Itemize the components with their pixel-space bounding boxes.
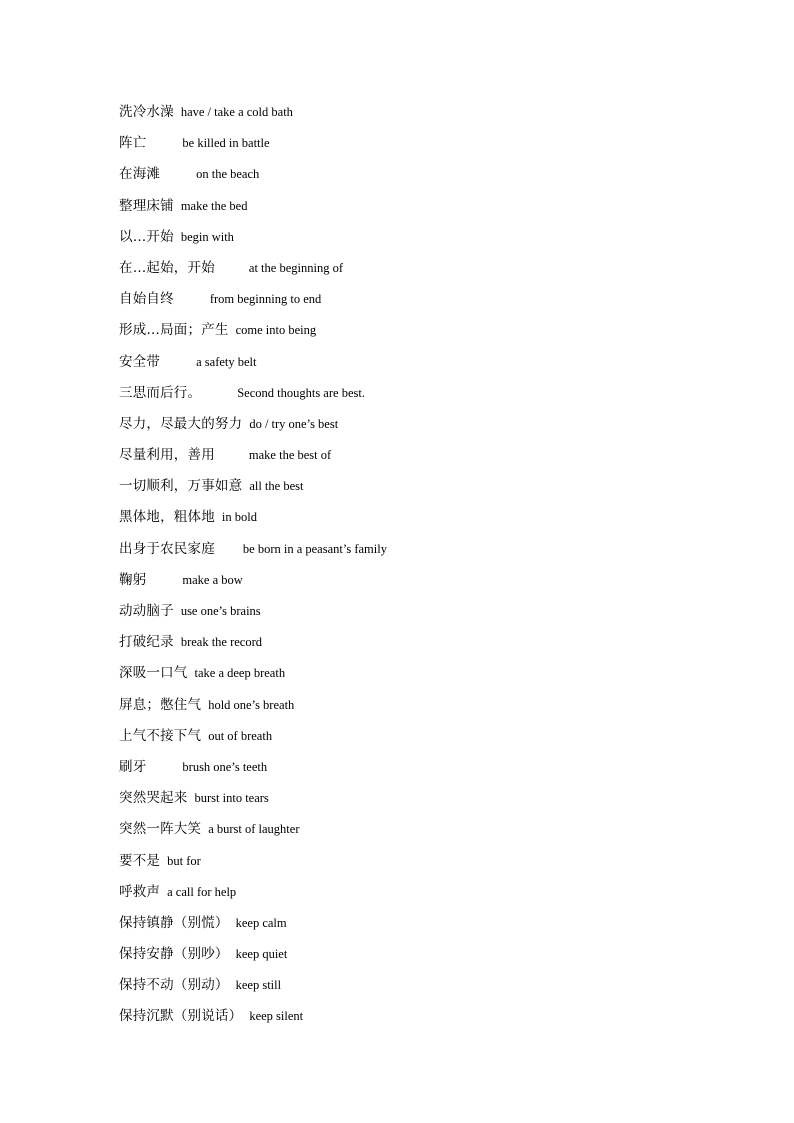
list-item <box>119 507 719 538</box>
phrase-english: begin with <box>180 229 234 244</box>
phrase-english: but for <box>167 853 201 868</box>
phrase-english: in bold <box>221 510 257 525</box>
list-item <box>119 819 719 850</box>
phrase-english: burst into tears <box>194 791 269 806</box>
list-item <box>119 913 719 944</box>
phrase-chinese: 刷牙 <box>119 758 147 775</box>
phrase-chinese: 保持沉默（别说话） <box>119 1008 243 1025</box>
phrase-english: hold one’s breath <box>208 697 295 712</box>
phrase-chinese: 三思而后行。 <box>119 384 202 401</box>
list-item <box>119 320 719 351</box>
phrase-english: keep still <box>235 978 282 993</box>
phrase-english: make a bow <box>182 572 243 587</box>
phrase-english: be killed in battle <box>182 136 270 151</box>
phrase-chinese: 突然一阵大笑 <box>119 821 202 838</box>
list-item <box>119 663 719 694</box>
phrase-chinese: 上气不接下气 <box>119 727 202 744</box>
phrase-english: Second thoughts are best. <box>237 385 365 400</box>
phrase-english: a burst of laughter <box>208 822 300 837</box>
phrase-english: keep quiet <box>235 947 288 962</box>
list-item <box>119 601 719 632</box>
phrase-chinese: 洗冷水澡 <box>119 104 174 120</box>
phrase-english: keep silent <box>249 1009 304 1024</box>
list-item <box>119 975 719 1006</box>
phrase-chinese: 黑体地，粗体地 <box>119 509 215 526</box>
list-item <box>119 383 719 414</box>
phrase-english: use one’s brains <box>180 604 261 618</box>
list-item <box>119 570 719 601</box>
list-item <box>119 258 719 289</box>
phrase-chinese: 在海滩 <box>119 166 161 183</box>
list-item <box>119 445 719 476</box>
phrase-chinese: 保持安静（别吵） <box>119 946 229 963</box>
phrase-list <box>119 102 719 1038</box>
list-item <box>119 539 719 570</box>
list-item <box>119 133 719 164</box>
phrase-english: have / take a cold bath <box>180 105 293 119</box>
list-item <box>119 851 719 882</box>
list-item <box>119 102 719 133</box>
phrase-english: come into being <box>235 323 317 338</box>
list-item <box>119 289 719 320</box>
phrase-chinese: 安全带 <box>119 353 161 370</box>
list-item <box>119 695 719 726</box>
phrase-english: from beginning to end <box>209 292 322 307</box>
phrase-english: a safety belt <box>196 354 257 369</box>
phrase-chinese: 屏息；憋住气 <box>119 696 202 713</box>
phrase-chinese: 呼救声 <box>119 883 161 900</box>
phrase-chinese: 在…起始，开始 <box>119 259 215 276</box>
phrase-chinese: 自始自终 <box>119 291 174 308</box>
phrase-chinese: 出身于农民家庭 <box>119 540 215 557</box>
list-item <box>119 882 719 913</box>
phrase-english: brush one’s teeth <box>182 759 268 774</box>
phrase-english: out of breath <box>208 728 273 743</box>
phrase-chinese: 动动脑子 <box>119 603 174 619</box>
list-item <box>119 944 719 975</box>
phrase-chinese: 鞠躬 <box>119 571 147 588</box>
phrase-english: keep calm <box>235 915 287 930</box>
phrase-chinese: 以…开始 <box>119 228 174 245</box>
phrase-chinese: 深吸一口气 <box>119 665 188 682</box>
list-item <box>119 476 719 507</box>
phrase-chinese: 保持镇静（别慌） <box>119 914 229 931</box>
list-item <box>119 632 719 663</box>
list-item <box>119 726 719 757</box>
phrase-chinese: 保持不动（别动） <box>119 977 229 994</box>
phrase-english: at the beginning of <box>248 260 343 275</box>
phrase-english: a call for help <box>167 884 237 899</box>
phrase-chinese: 整理床铺 <box>119 197 174 214</box>
list-item <box>119 227 719 258</box>
list-item <box>119 788 719 819</box>
phrase-english: do / try one’s best <box>249 416 339 431</box>
phrase-chinese: 形成…局面；产生 <box>119 322 229 339</box>
phrase-english: break the record <box>180 635 263 650</box>
list-item <box>119 164 719 195</box>
list-item <box>119 414 719 445</box>
phrase-english: be born in a peasant’s family <box>242 541 387 556</box>
phrase-english: make the best of <box>248 448 332 463</box>
phrase-english: make the bed <box>180 198 248 213</box>
phrase-english: take a deep breath <box>194 666 286 681</box>
list-item <box>119 1006 719 1037</box>
phrase-chinese: 一切顺利，万事如意 <box>119 478 243 495</box>
list-item <box>119 352 719 383</box>
phrase-english: on the beach <box>196 167 260 182</box>
phrase-chinese: 尽力，尽最大的努力 <box>119 415 243 432</box>
phrase-chinese: 阵亡 <box>119 135 147 152</box>
list-item <box>119 757 719 788</box>
list-item <box>119 196 719 227</box>
phrase-chinese: 打破纪录 <box>119 634 174 651</box>
phrase-chinese: 尽量利用，善用 <box>119 447 215 464</box>
phrase-english: all the best <box>249 479 304 494</box>
phrase-chinese: 突然哭起来 <box>119 790 188 807</box>
phrase-chinese: 要不是 <box>119 852 161 869</box>
